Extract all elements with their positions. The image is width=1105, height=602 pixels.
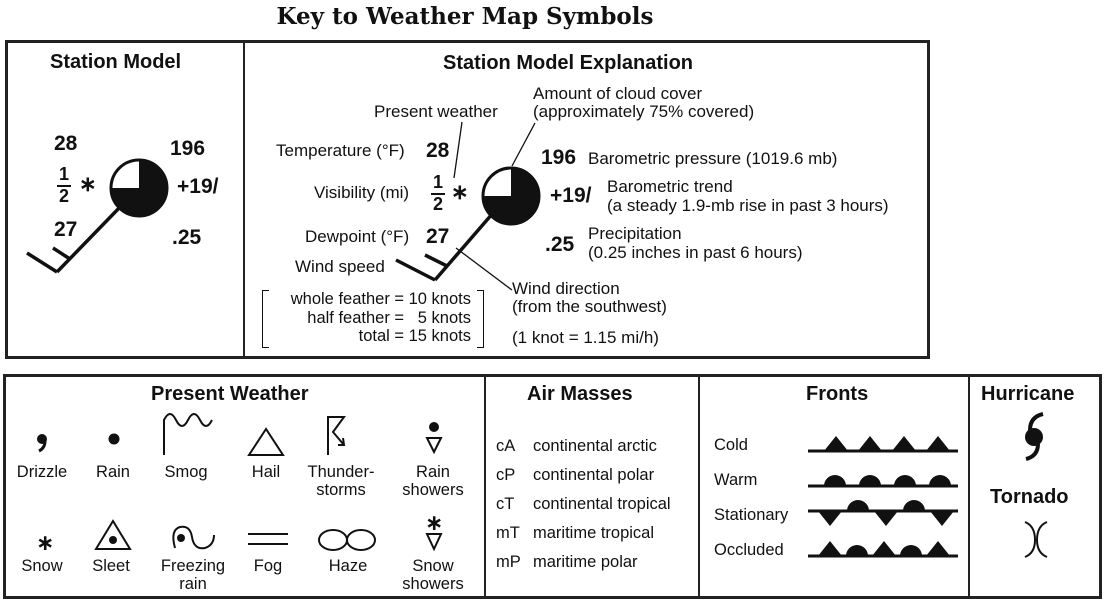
trend-detail: (a steady 1.9-mb rise in past 3 hours) [607, 196, 889, 215]
fog-label: Fog [253, 557, 283, 575]
visibility-label: Visibility (mi) [314, 183, 410, 202]
visibility-num: 1 [432, 172, 443, 192]
sm-precip: .25 [172, 226, 202, 249]
front-cold-label: Cold [714, 436, 748, 454]
precip-value: .25 [545, 233, 575, 256]
snow-icon: ∗ [36, 531, 55, 556]
present-weather-heading: Present Weather [151, 383, 309, 405]
pressure-label: Barometric pressure (1019.6 mb) [588, 149, 838, 168]
air-mass-name: continental arctic [533, 437, 657, 455]
hurricane-heading: Hurricane [981, 383, 1075, 405]
freezing-rain-label-1: Freezing [160, 557, 226, 575]
svg-text:∗: ∗ [425, 511, 444, 536]
warm-front-icon [808, 475, 958, 486]
sm-temperature: 28 [54, 132, 78, 155]
air-mass-name: maritime polar [533, 553, 638, 571]
air-mass-code: mP [496, 553, 521, 571]
temperature-value: 28 [426, 139, 450, 162]
tornado-heading: Tornado [990, 486, 1069, 508]
air-mass-code: cP [496, 466, 516, 484]
air-mass-name: continental tropical [533, 495, 671, 513]
knot-note: (1 knot = 1.15 mi/h) [512, 328, 659, 347]
haze-label: Haze [328, 557, 368, 575]
feather-half: half feather = 5 knots [307, 308, 471, 327]
precip-label: Precipitation [588, 224, 682, 243]
sm-dewpoint: 27 [54, 218, 78, 241]
freezing-rain-label-2: rain [179, 575, 207, 593]
air-mass-code: cT [496, 495, 515, 513]
front-stationary-label: Stationary [714, 506, 789, 524]
sleet-label: Sleet [92, 557, 130, 575]
stationary-front-icon [808, 500, 958, 526]
occluded-front-icon [808, 541, 958, 556]
feather-total: total = 15 knots [358, 327, 471, 345]
temperature-label: Temperature (°F) [276, 141, 405, 160]
visibility-den: 2 [432, 194, 443, 214]
rain-label: Rain [96, 463, 130, 481]
rain-showers-label-2: showers [402, 481, 464, 499]
pressure-value: 196 [541, 146, 577, 169]
cloud-cover-label: Amount of cloud cover [533, 84, 703, 103]
sm-pressure: 196 [170, 137, 206, 160]
rain-showers-label-1: Rain [416, 463, 450, 481]
thunderstorms-label-2: storms [316, 481, 366, 499]
wind-direction-label: Wind direction [512, 279, 620, 298]
air-mass-code: mT [496, 524, 520, 542]
drizzle-label: Drizzle [16, 463, 68, 481]
dewpoint-value: 27 [426, 225, 450, 248]
air-mass-name: maritime tropical [533, 524, 655, 542]
air-mass-code: cA [496, 437, 516, 455]
snow-showers-label-1: Snow [412, 557, 454, 575]
cold-front-icon [808, 436, 958, 451]
front-warm-label: Warm [714, 471, 758, 489]
thunderstorms-label-1: Thunder- [307, 463, 375, 481]
sm-visibility-num: 1 [58, 164, 69, 184]
precip-detail: (0.25 inches in past 6 hours) [588, 243, 803, 262]
hurricane-icon [1025, 414, 1043, 459]
hail-label: Hail [251, 463, 281, 481]
wind-speed-label: Wind speed [295, 257, 385, 276]
trend-label: Barometric trend [607, 177, 733, 196]
air-mass-name: continental polar [533, 466, 655, 484]
page-title: Key to Weather Map Symbols [276, 3, 654, 30]
sm-snow-symbol: ∗ [79, 173, 97, 196]
station-model-heading: Station Model [50, 51, 182, 73]
fronts-heading: Fronts [806, 383, 869, 405]
feather-whole: whole feather = 10 knots [290, 290, 471, 308]
tornado-icon [1025, 522, 1047, 557]
sm-trend: +19/ [177, 175, 219, 198]
visibility-snow-symbol: ∗ [451, 181, 469, 204]
front-occluded-label: Occluded [714, 541, 784, 559]
cloud-cover-detail: (approximately 75% covered) [533, 102, 755, 121]
snow-label: Snow [21, 557, 63, 575]
present-weather-label: Present weather [374, 102, 498, 121]
snow-showers-label-2: showers [402, 575, 464, 593]
explanation-heading: Station Model Explanation [443, 52, 694, 74]
air-masses-heading: Air Masses [527, 383, 633, 405]
sm-visibility-den: 2 [58, 186, 69, 206]
wind-direction-detail: (from the southwest) [512, 297, 667, 316]
trend-value: +19/ [550, 184, 592, 207]
dewpoint-label: Dewpoint (°F) [305, 227, 410, 246]
smog-label: Smog [164, 463, 208, 481]
